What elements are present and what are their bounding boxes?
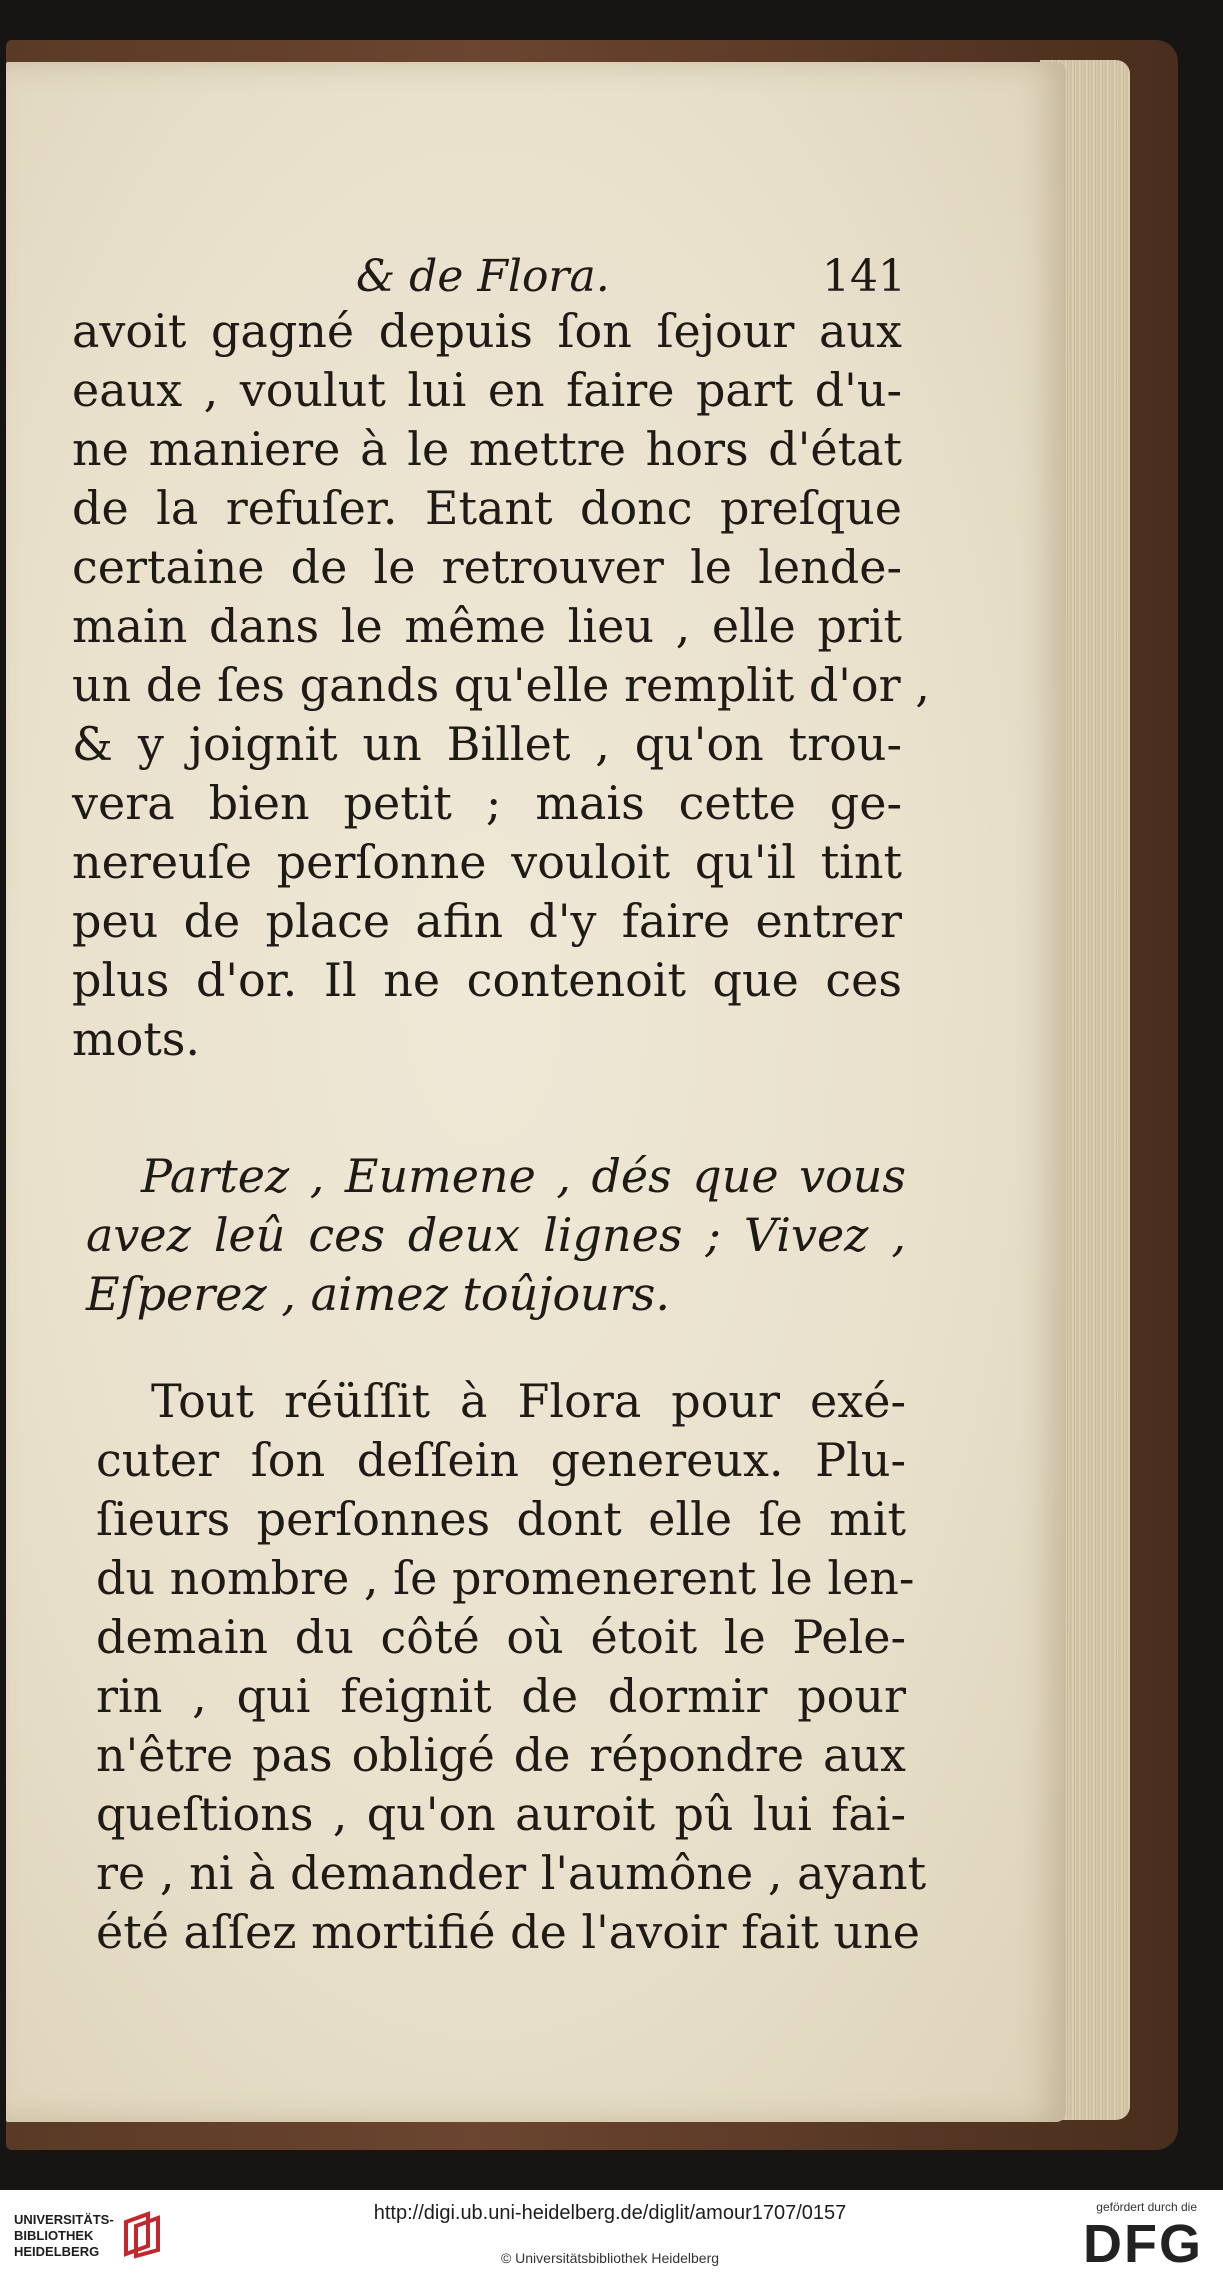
copyright-text: © Universitätsbibliothek Heidelberg <box>500 2250 720 2266</box>
italic-note <box>86 1147 906 1324</box>
library-logo-line: BIBLIOTHEK <box>14 2228 94 2243</box>
text-line: & y joignit un Billet , qu'on trou- <box>72 717 902 771</box>
library-logo-icon <box>118 2204 168 2264</box>
text-line: n'être pas obligé de répondre aux <box>96 1728 906 1782</box>
text-line: peu de place afin d'y faire entrer <box>72 894 902 948</box>
text-line: nereuſe perſonne vouloit qu'il tint <box>72 835 902 889</box>
running-head-title: & de Flora. <box>356 251 610 302</box>
text-line: avoit gagné depuis ſon ſejour aux <box>72 304 902 358</box>
dfg-logo: DFG <box>1083 2214 1203 2274</box>
text-line: été aſſez mortifié de l'avoir fait une <box>96 1905 920 1959</box>
text-line: mots. <box>72 1012 201 1066</box>
page-number: 141 <box>822 251 906 302</box>
text-line: certaine de le retrouver le lende- <box>72 540 902 594</box>
library-logo-line: UNIVERSITÄTS- <box>14 2212 114 2227</box>
text-line: queſtions , qu'on auroit pû lui fai- <box>96 1787 906 1841</box>
document-url[interactable]: http://digi.ub.uni-heidelberg.de/diglit/amour1707/0157 <box>373 2202 847 2224</box>
verse-line: Partez , Eumene , dés que vous <box>141 1149 906 1203</box>
text-line: main dans le même lieu , elle prit <box>72 599 902 653</box>
funder-caption: gefördert durch die <box>1096 2200 1197 2214</box>
text-line: Tout réüſſit à Flora pour exé- <box>151 1374 906 1428</box>
text-line: plus d'or. Il ne contenoit que ces <box>72 953 902 1007</box>
text-line: de la refuſer. Etant donc preſque <box>72 481 902 535</box>
text-line: du nombre , ſe promenerent le len- <box>96 1551 915 1605</box>
library-logo-line: HEIDELBERG <box>14 2244 100 2259</box>
verse-line: avez leû ces deux lignes ; Vivez , <box>86 1208 906 1262</box>
text-line: cuter ſon deſſein genereux. Plu- <box>96 1433 906 1487</box>
text-line: demain du côté où étoit le Pele- <box>96 1610 906 1664</box>
text-line: re , ni à demander l'aumône , ayant <box>96 1846 927 1900</box>
paragraph-1 <box>72 302 930 1069</box>
text-line: vera bien petit ; mais cette ge- <box>72 776 902 830</box>
viewer-footer <box>0 2190 1223 2282</box>
text-line: eaux , voulut lui en faire part d'u- <box>72 363 902 417</box>
library-logo-text <box>14 2212 114 2260</box>
text-line: un de ſes gands qu'elle remplit d'or , <box>72 658 930 712</box>
book-page <box>6 62 1066 2122</box>
text-line: ſieurs perſonnes dont elle ſe mit <box>96 1492 906 1546</box>
text-line: ne maniere à le mettre hors d'état <box>72 422 902 476</box>
verse-line: Eſperez , aimez toûjours. <box>86 1267 671 1321</box>
text-line: rin , qui feignit de dormir pour <box>96 1669 906 1723</box>
paragraph-2 <box>96 1372 927 1962</box>
